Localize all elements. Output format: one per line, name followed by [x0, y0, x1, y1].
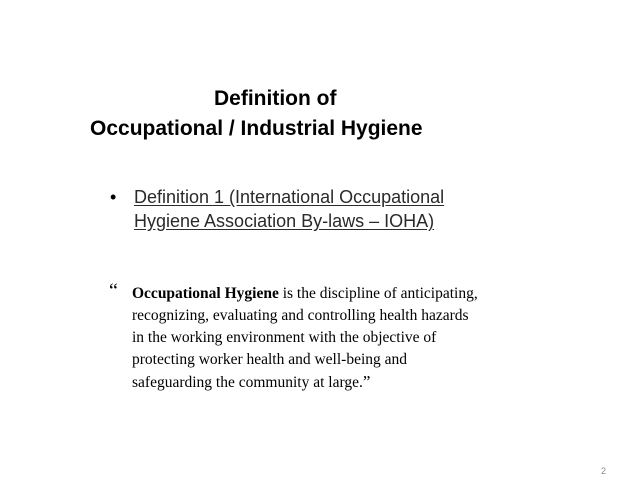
- slide-title-line-2: Occupational / Industrial Hygiene: [90, 117, 423, 140]
- quote-line-3: in the working environment with the objective of: [132, 329, 437, 346]
- quote-close-mark: ”: [362, 372, 371, 391]
- quote-line-1-rest: is the discipline of anticipating,: [278, 285, 478, 302]
- quote-line-2: recognizing, evaluating and controlling health hazards: [132, 307, 469, 324]
- bullet-text-line-1: Definition 1 (International Occupational: [134, 187, 445, 207]
- quote-line-5: safeguarding the community at large.: [132, 374, 363, 391]
- quote-term: Occupational Hygiene: [132, 285, 279, 302]
- quote-open-mark: “: [109, 280, 118, 302]
- bullet-text: [134, 185, 580, 233]
- slide-title-line-1: Definition of: [214, 87, 337, 110]
- quote-body: [132, 283, 589, 394]
- bullet-text-line-2: Hygiene Association By-laws – IOHA): [134, 211, 435, 231]
- slide-title: [90, 84, 570, 144]
- page-number: 2: [600, 466, 606, 476]
- bullet-item: [110, 185, 580, 233]
- definition-quote: [109, 280, 589, 394]
- bullet-marker: •: [110, 187, 117, 207]
- quote-line-4: protecting worker health and well-being and: [132, 351, 408, 368]
